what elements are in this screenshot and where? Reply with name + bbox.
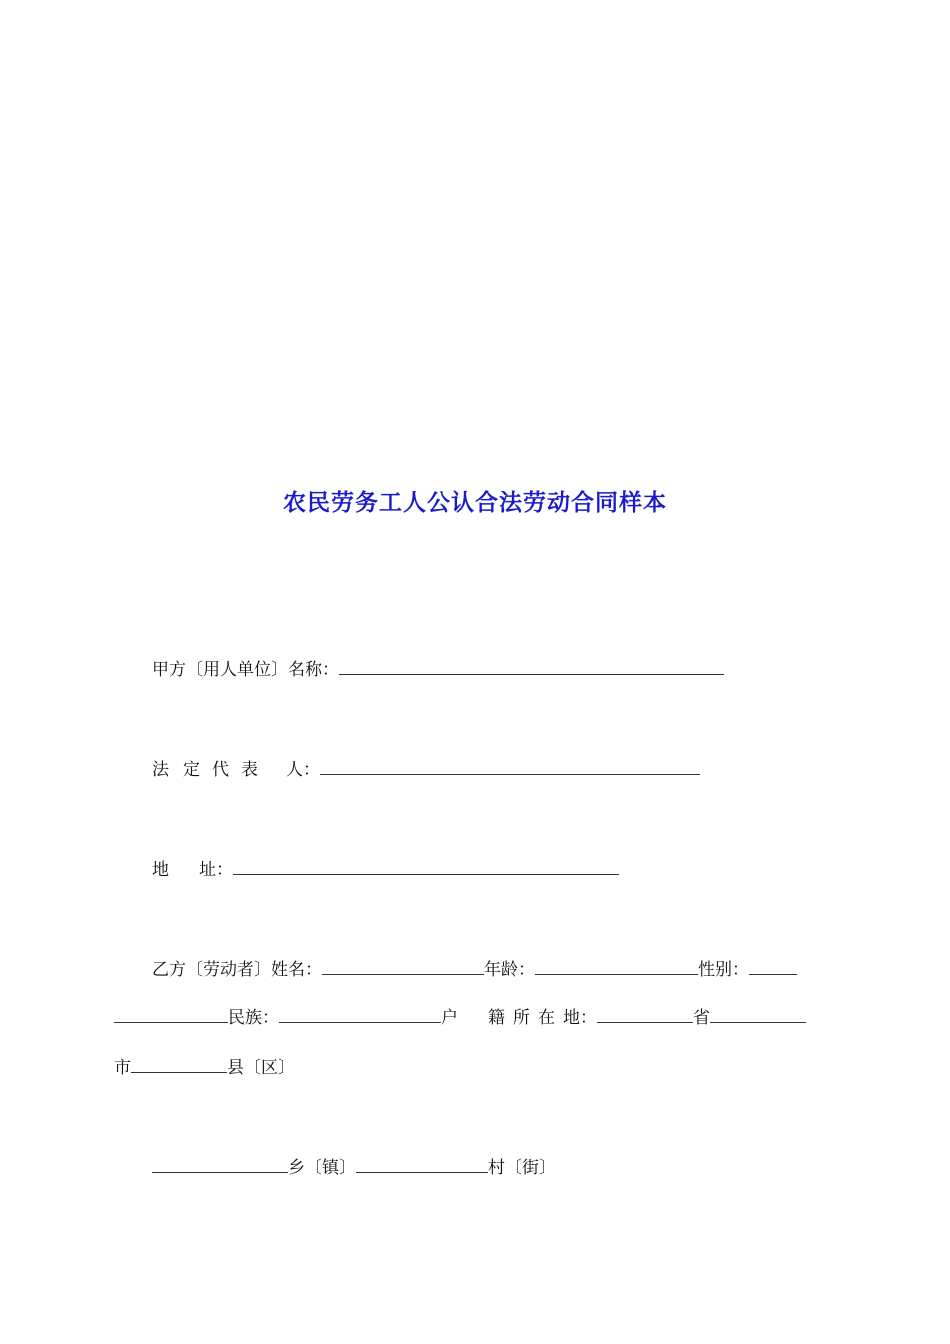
gender-label: 性别：: [698, 960, 749, 980]
province-field[interactable]: [597, 1006, 693, 1023]
township-row: [152, 1156, 556, 1180]
gender-field-continued[interactable]: [114, 1006, 228, 1023]
ethnicity-field[interactable]: [279, 1006, 441, 1023]
township-label: 乡〔镇〕: [288, 1158, 356, 1178]
village-label: 村〔街〕: [488, 1158, 556, 1178]
party-a-name-field[interactable]: [339, 658, 724, 675]
age-field[interactable]: [535, 958, 698, 975]
address-label-char: 址：: [199, 860, 233, 880]
county-label: 县〔区〕: [227, 1058, 295, 1078]
legal-rep-label-char: 法: [152, 760, 169, 780]
village-field[interactable]: [356, 1156, 488, 1173]
city-label: 市: [114, 1058, 131, 1078]
party-b-row-1: [152, 958, 797, 982]
domicile-label-char: 地：: [563, 1008, 597, 1028]
party-b-row-2: [114, 1006, 806, 1030]
legal-rep-label-char: 表: [241, 760, 258, 780]
address-row: [152, 858, 619, 882]
gender-field[interactable]: [749, 958, 797, 975]
township-field[interactable]: [152, 1156, 288, 1173]
domicile-label-char: 户: [441, 1008, 458, 1028]
address-label-char: 地: [152, 860, 169, 880]
legal-representative-row: [152, 758, 700, 782]
ethnicity-label: 民族：: [228, 1008, 279, 1028]
province-label: 省: [693, 1008, 710, 1028]
domicile-label-char: 所: [513, 1008, 530, 1028]
legal-rep-label-char: 人：: [286, 760, 320, 780]
legal-rep-label-char: 代: [212, 760, 229, 780]
party-b-name-label: 乙方〔劳动者〕姓名：: [152, 960, 322, 980]
city-field[interactable]: [710, 1006, 806, 1023]
document-title: 农民劳务工人公认合法劳动合同样本: [283, 489, 667, 516]
domicile-label-char: 籍: [488, 1008, 505, 1028]
party-a-name-label: 甲方〔用人单位〕名称：: [152, 660, 339, 680]
party-b-name-field[interactable]: [322, 958, 484, 975]
address-field[interactable]: [233, 858, 619, 875]
party-a-name-row: [152, 658, 724, 682]
age-label: 年龄：: [484, 960, 535, 980]
county-field[interactable]: [131, 1056, 227, 1073]
legal-representative-field[interactable]: [320, 758, 700, 775]
party-b-row-3: [114, 1056, 295, 1080]
legal-rep-label-char: 定: [183, 760, 200, 780]
domicile-label-char: 在: [538, 1008, 555, 1028]
